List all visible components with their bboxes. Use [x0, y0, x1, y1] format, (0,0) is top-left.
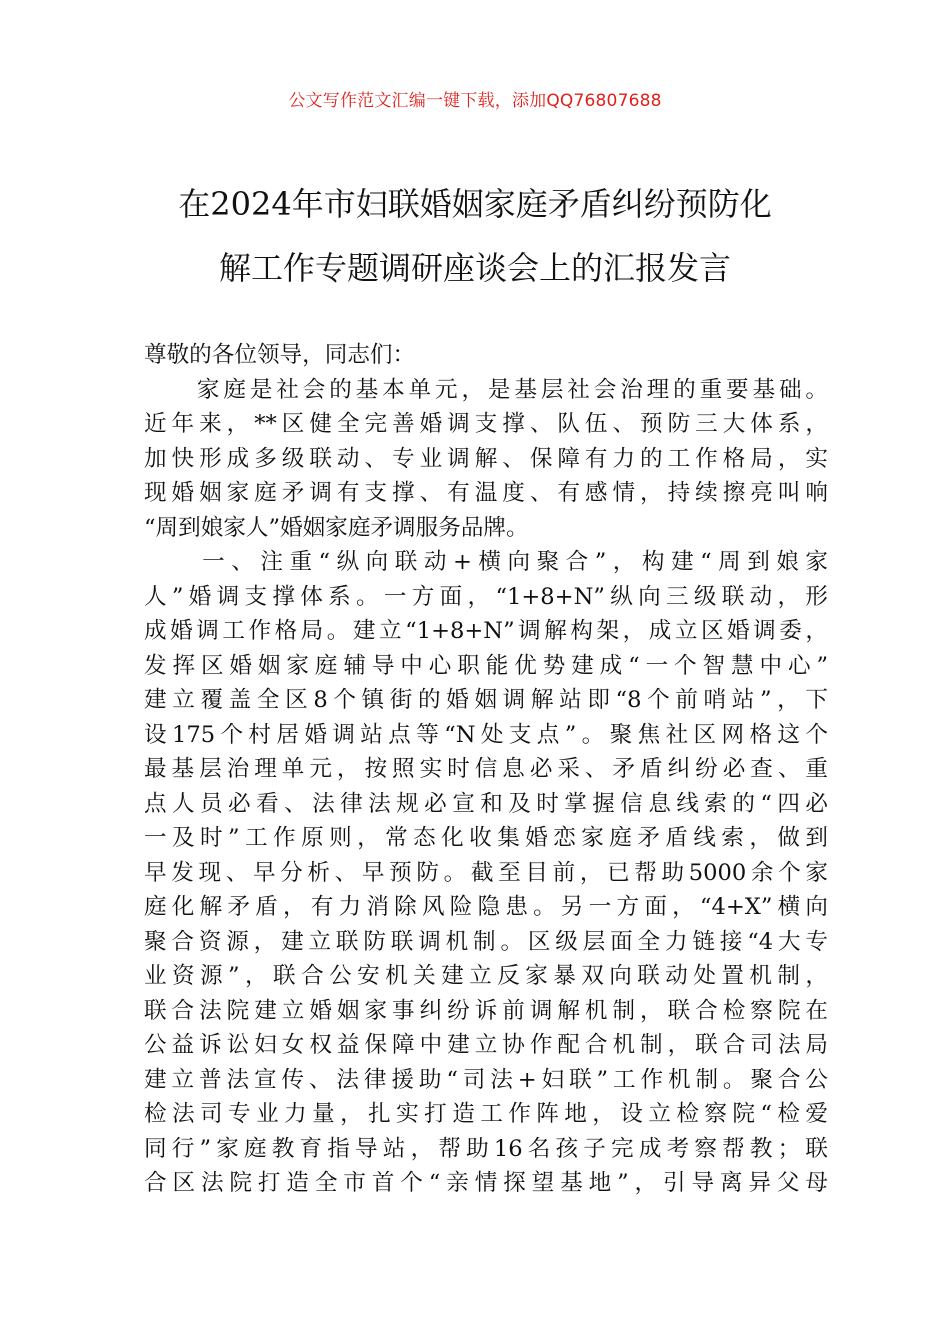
body-line: 联合法院建立婚姻家事纠纷诉前调解机制，联合检察院在 [144, 997, 828, 1024]
section-heading-line: 一、注重“纵向联动+横向聚合”，构建“周到娘家 [144, 549, 828, 575]
body-line: 设175个村居婚调站点等“N处支点”。聚焦社区网格这个 [144, 721, 828, 748]
body-line: 最基层治理单元，按照实时信息必采、矛盾纠纷必查、重 [144, 756, 828, 782]
body-line: 公益诉讼妇女权益保障中建立协作配合机制，联合司法局 [144, 1032, 828, 1058]
download-banner: 公文写作范文汇编一键下载，添加QQ76807688 [288, 91, 662, 111]
title-line-2: 解工作专题调研座谈会上的汇报发言 [218, 249, 731, 287]
document-body [144, 338, 828, 1201]
body-line: 近年来，**区健全完善婚调支撑、队伍、预防三大体系， [144, 411, 828, 437]
body-line: 现婚姻家庭矛调有支撑、有温度、有感情，持续擦亮叫响 [144, 480, 828, 506]
body-line: 庭化解矛盾，有力消除风险隐患。另一方面，“4+X”横向 [144, 894, 828, 920]
body-line: 一及时”工作原则，常态化收集婚恋家庭矛盾线索，做到 [144, 825, 828, 851]
body-line: 聚合资源，建立联防联调机制。区级层面全力链接“4大专 [144, 928, 828, 955]
body-line: 点人员必看、法律法规必宣和及时掌握信息线索的“四必 [144, 790, 828, 817]
body-line: 建立普法宣传、法律援助“司法+妇联”工作机制。聚合公 [144, 1066, 828, 1093]
body-line: 合区法院打造全市首个“亲情探望基地”，引导离异父母 [144, 1170, 828, 1196]
document-title [120, 172, 830, 300]
body-line: 同行”家庭教育指导站，帮助16名孩子完成考察帮教；联 [144, 1135, 828, 1162]
title-line-1: 在2024年市妇联婚姻家庭矛盾纠纷预防化 [178, 185, 772, 223]
salutation: 尊敬的各位领导，同志们： [144, 342, 416, 368]
body-line: 人”婚调支撑体系。一方面，“1+8+N”纵向三级联动，形 [144, 583, 828, 610]
body-line: 早发现、早分析、早预防。截至目前，已帮助5000余个家 [144, 859, 828, 886]
body-line: 建立覆盖全区8个镇街的婚姻调解站即“8个前哨站”，下 [144, 687, 828, 713]
body-line: 成婚调工作格局。建立“1+8+N”调解构架，成立区婚调委， [144, 618, 828, 644]
body-line: “周到娘家人”婚姻家庭矛调服务品牌。 [144, 514, 529, 541]
body-line: 加快形成多级联动、专业调解、保障有力的工作格局，实 [144, 445, 828, 472]
body-line: 检法司专业力量，扎实打造工作阵地，设立检察院“检爱 [144, 1101, 828, 1127]
body-line: 家庭是社会的基本单元，是基层社会治理的重要基础。 [144, 376, 828, 403]
body-line: 业资源”，联合公安机关建立反家暴双向联动处置机制， [144, 963, 828, 989]
body-line: 发挥区婚姻家庭辅导中心职能优势建成“一个智慧中心” [144, 652, 828, 679]
